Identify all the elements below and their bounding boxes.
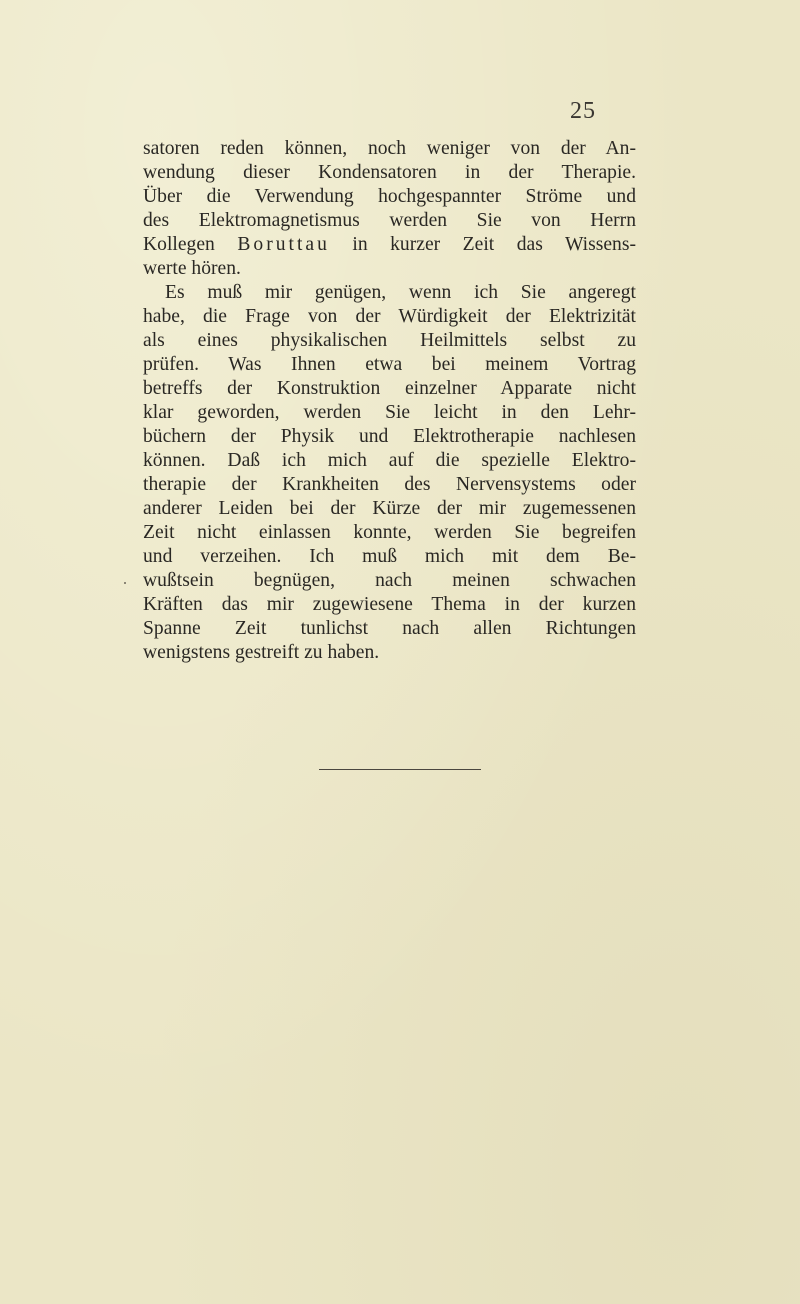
- text-line: Spanne Zeit tunlichst nach allen Richtungen: [143, 618, 636, 639]
- text-line: wußtsein begnügen, nach meinen schwachen: [143, 570, 636, 591]
- text-line: Kräften das mir zugewiesene Thema in der kurzen: [143, 594, 636, 615]
- text-line: klar geworden, werden Sie leicht in den Lehr-: [143, 402, 636, 423]
- paragraph-start: Es muß mir genügen, wenn ich Sie angeregt: [165, 282, 636, 303]
- text-line: prüfen. Was Ihnen etwa bei meinem Vortrag: [143, 354, 636, 375]
- text-line: satoren reden können, noch weniger von der An-: [143, 138, 636, 159]
- page-number: 25: [570, 98, 596, 124]
- body-text: [143, 137, 636, 665]
- text-line: können. Daß ich mich auf die spezielle Elektro-: [143, 450, 636, 471]
- section-end-rule: [319, 769, 481, 770]
- text-line: werte hören.: [143, 258, 241, 279]
- text-line: betreffs der Konstruktion einzelner Apparate nicht: [143, 378, 636, 399]
- text-line: und verzeihen. Ich muß mich mit dem Be-: [143, 546, 636, 567]
- text-line: habe, die Frage von der Würdigkeit der Elektrizität: [143, 306, 636, 327]
- text-line: des Elektromagnetismus werden Sie von Herrn: [143, 210, 636, 231]
- text-line: büchern der Physik und Elektrotherapie nachlesen: [143, 426, 636, 447]
- author-name: Boruttau: [237, 234, 330, 255]
- text-line: Über die Verwendung hochgespannter Ströme und: [143, 186, 636, 207]
- text-line: anderer Leiden bei der Kürze der mir zugemessenen: [143, 498, 636, 519]
- text-line: Zeit nicht einlassen konnte, werden Sie begreifen: [143, 522, 636, 543]
- text-line: als eines physikalischen Heilmittels selbst zu: [143, 330, 636, 351]
- margin-mark: [124, 582, 126, 584]
- text-line: wenigstens gestreift zu haben.: [143, 642, 380, 663]
- text-line: [143, 233, 636, 257]
- text-segment: in kurzer Zeit das Wissens-: [352, 234, 636, 255]
- text-line: wendung dieser Kondensatoren in der Therapie.: [143, 162, 636, 183]
- text-segment: Kollegen: [143, 234, 215, 255]
- text-line: therapie der Krankheiten des Nervensystems oder: [143, 474, 636, 495]
